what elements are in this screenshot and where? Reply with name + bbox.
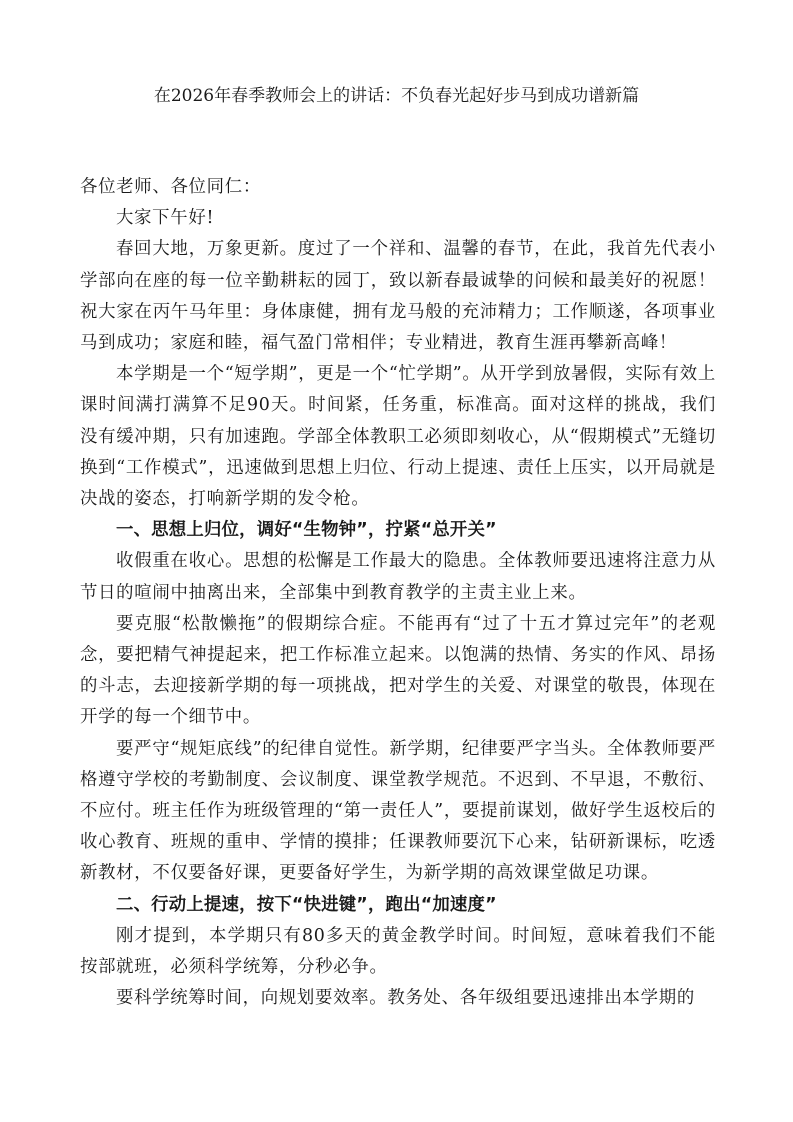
section-heading: 一、思想上归位，调好“生物钟”，拧紧“总开关” — [116, 520, 497, 541]
salutation: 各位老师、各位同仁： — [80, 177, 261, 197]
section-heading: 二、行动上提速，按下“快进键”，跑出“加速度” — [116, 894, 497, 915]
paragraph: 收假重在收心。思想的松懈是工作最大的隐患。全体教师要迅速将注意力从节日的喧闹中抽离出来，全部集中到教育教学的主责主业上来。 — [80, 551, 716, 603]
greeting: 大家下午好! — [116, 208, 215, 229]
paragraph: 要严守“规矩底线”的纪律自觉性。新学期，纪律要严字当头。全体教师要严格遵守学校的考勤制度、会议制度、课堂教学规范。不迟到、不早退，不敷衍、不应付。班主任作为班级管理的“第一责任人”，要提前谋划，做好学生返校后的收心教育、班规的重申、学情的摸排；任课教师要沉下心来，钻研新课标，吃透新教材，不仅要备好课，更要备好学生，为新学期的高效课堂做足功课。 — [80, 738, 716, 884]
paragraph: 本学期是一个“短学期”，更是一个“忙学期”。从开学到放暑假，实际有效上课时间满打满算不足90天。时间紧，任务重，标准高。面对这样的挑战，我们没有缓冲期，只有加速跑。学部全体教职工必须即刻收心，从“假期模式”无缝切换到“工作模式”，迅速做到思想上归位、行动上提速、责任上压实，以开局就是决战的姿态，打响新学期的发令枪。 — [80, 364, 716, 510]
paragraph: 要克服“松散懒拖”的假期综合症。不能再有“过了十五才算过完年”的老观念，要把精气神提起来，把工作标准立起来。以饱满的热情、务实的作风、昂扬的斗志，去迎接新学期的每一项挑战，把对学生的关爱、对课堂的敬畏，体现在开学的每一个细节中。 — [80, 613, 716, 728]
paragraph: 春回大地，万象更新。度过了一个祥和、温馨的春节，在此，我首先代表小学部向在座的每一位辛勤耕耘的园丁，致以新春最诚挚的问候和最美好的祝愿！祝大家在丙午马年里：身体康健，拥有龙马般的充沛精力；工作顺遂，各项事业马到成功；家庭和睦，福气盈门常相伴；专业精进，教育生涯再攀新高峰！ — [80, 239, 716, 354]
paragraph: 刚才提到，本学期只有80多天的黄金教学时间。时间短，意味着我们不能按部就班，必须科学统筹，分秒必争。 — [80, 925, 716, 978]
document-body — [80, 172, 716, 1014]
paragraph: 要科学统筹时间，向规划要效率。教务处、各年级组要迅速排出本学期的 — [116, 988, 695, 1009]
document-title: 在2026年春季教师会上的讲话：不负春光起好步马到成功谱新篇 — [153, 86, 640, 106]
